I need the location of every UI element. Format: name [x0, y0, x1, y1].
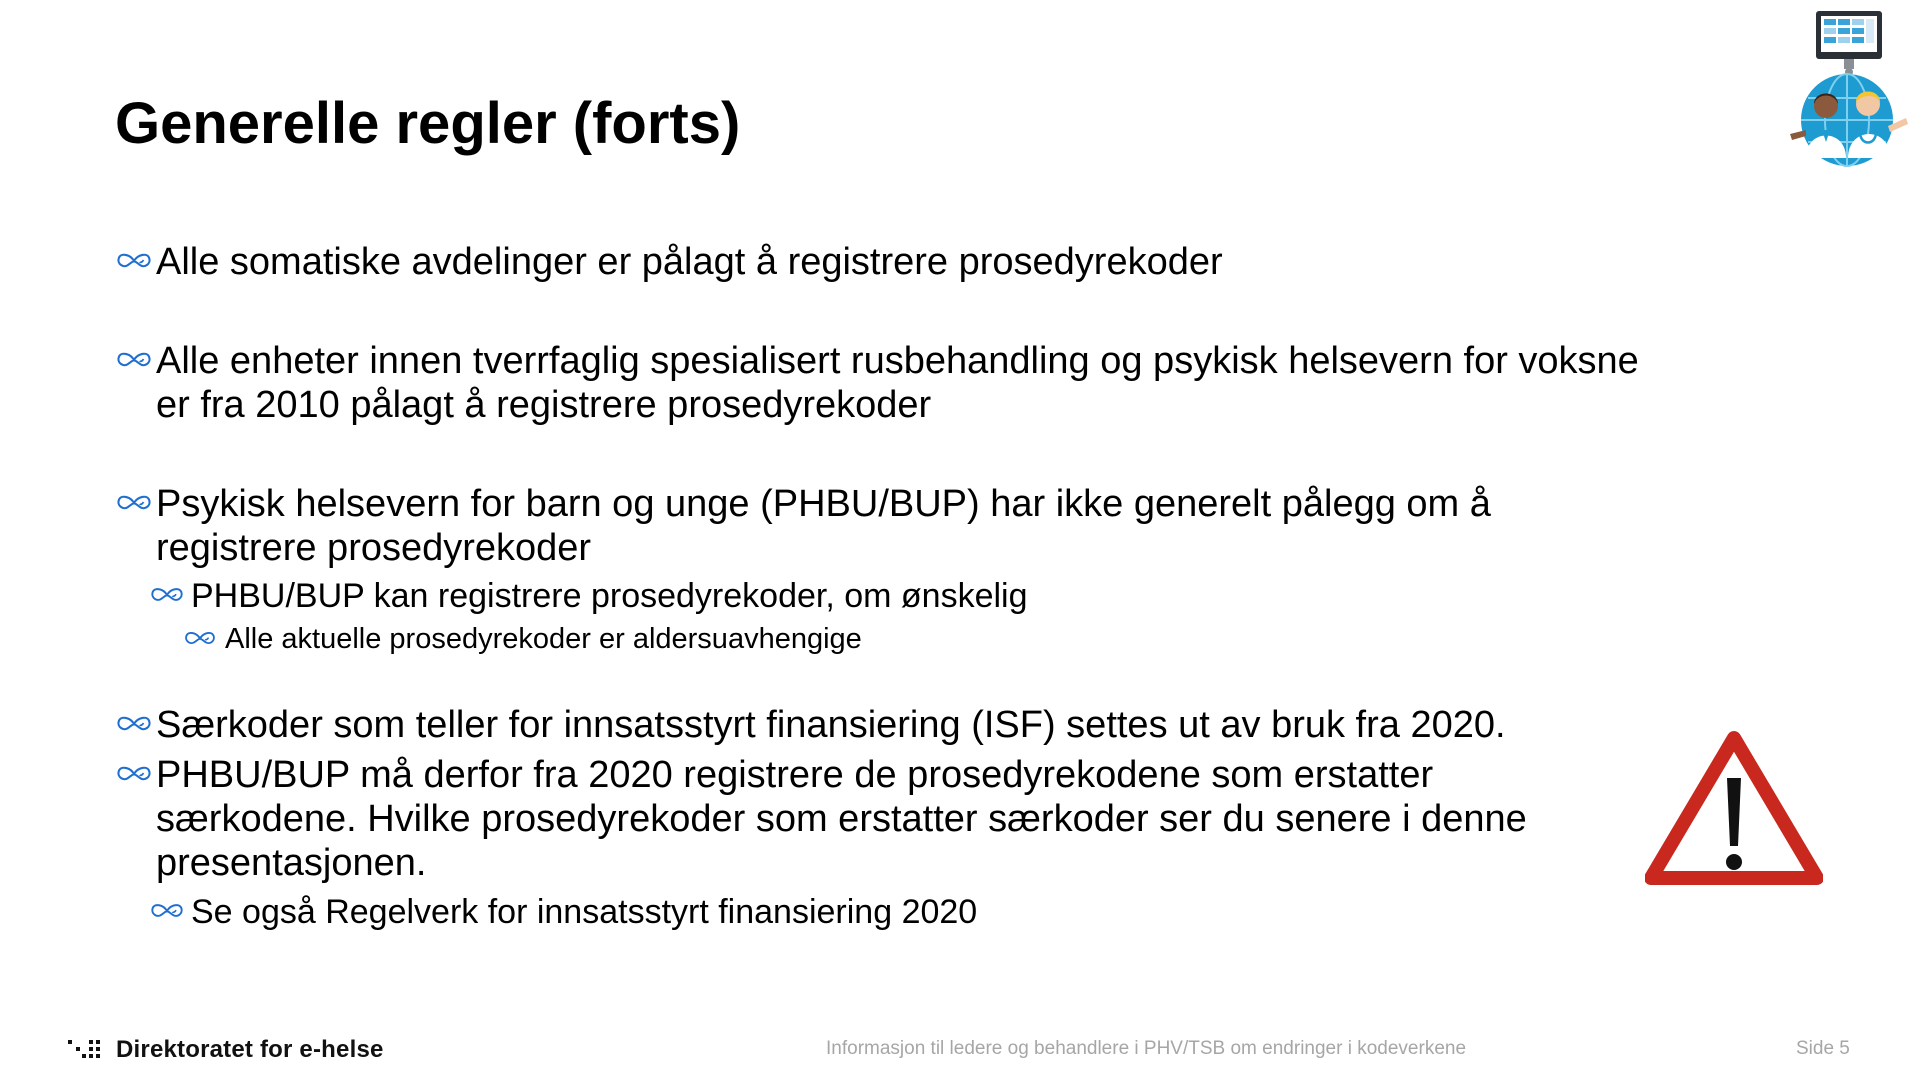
infinity-bullet-icon — [115, 339, 156, 371]
bullet-item — [115, 703, 1506, 747]
bullet-text: Alle somatiske avdelinger er pålagt å registrere prosedyrekoder — [156, 241, 1223, 283]
bullet-text: Psykisk helsevern for barn og unge (PHBU/BUP) har ikke generelt pålegg om å registrere prosedyrekoder — [156, 483, 1491, 569]
bullet-item — [183, 621, 862, 657]
dotted-logo-icon — [68, 1037, 108, 1063]
bullet-text: Alle enheter innen tverrfaglig spesialisert rusbehandling og psykisk helsevern for voksne er fra 2010 pålagt å registrere prosedyrekoder — [156, 340, 1639, 426]
bullet-text: Se også Regelverk for innsatsstyrt finansiering 2020 — [191, 893, 978, 931]
bullet-text: PHBU/BUP kan registrere prosedyrekoder, om ønskelig — [191, 577, 1028, 615]
bullet-text: Alle aktuelle prosedyrekoder er aldersuavhengige — [225, 623, 862, 655]
org-name: Direktoratet for e-helse — [116, 1036, 384, 1063]
page-number: Side 5 — [1796, 1038, 1850, 1059]
infinity-bullet-icon — [115, 482, 156, 514]
footer-description: Informasjon til ledere og behandlere i PHV/TSB om endringer i kodeverkene — [826, 1038, 1467, 1059]
bullet-item — [115, 240, 1223, 284]
infinity-bullet-icon — [115, 753, 156, 785]
bullet-item — [115, 339, 1656, 427]
infinity-bullet-icon — [115, 240, 156, 272]
bullet-item — [149, 891, 977, 933]
bullet-text: PHBU/BUP må derfor fra 2020 registrere de prosedyrekodene som erstatter særkodene. Hvilke prosedyrekoder som erstatter særkoder ser du senere i denne presentasjonen. — [156, 754, 1527, 884]
footer-logo — [68, 1036, 384, 1064]
infinity-bullet-icon — [115, 703, 156, 735]
infinity-bullet-icon — [183, 621, 225, 648]
infinity-bullet-icon — [149, 575, 191, 605]
bullet-text: Særkoder som teller for innsatsstyrt finansiering (ISF) settes ut av bruk fra 2020. — [156, 704, 1506, 746]
slide-title: Generelle regler (forts) — [115, 91, 741, 156]
bullet-item — [149, 575, 1028, 617]
bullet-item — [115, 753, 1576, 885]
infinity-bullet-icon — [149, 891, 191, 921]
doctors-globe-monitor-icon — [1778, 8, 1916, 170]
warning-triangle-icon — [1645, 730, 1823, 888]
bullet-item — [115, 482, 1616, 570]
